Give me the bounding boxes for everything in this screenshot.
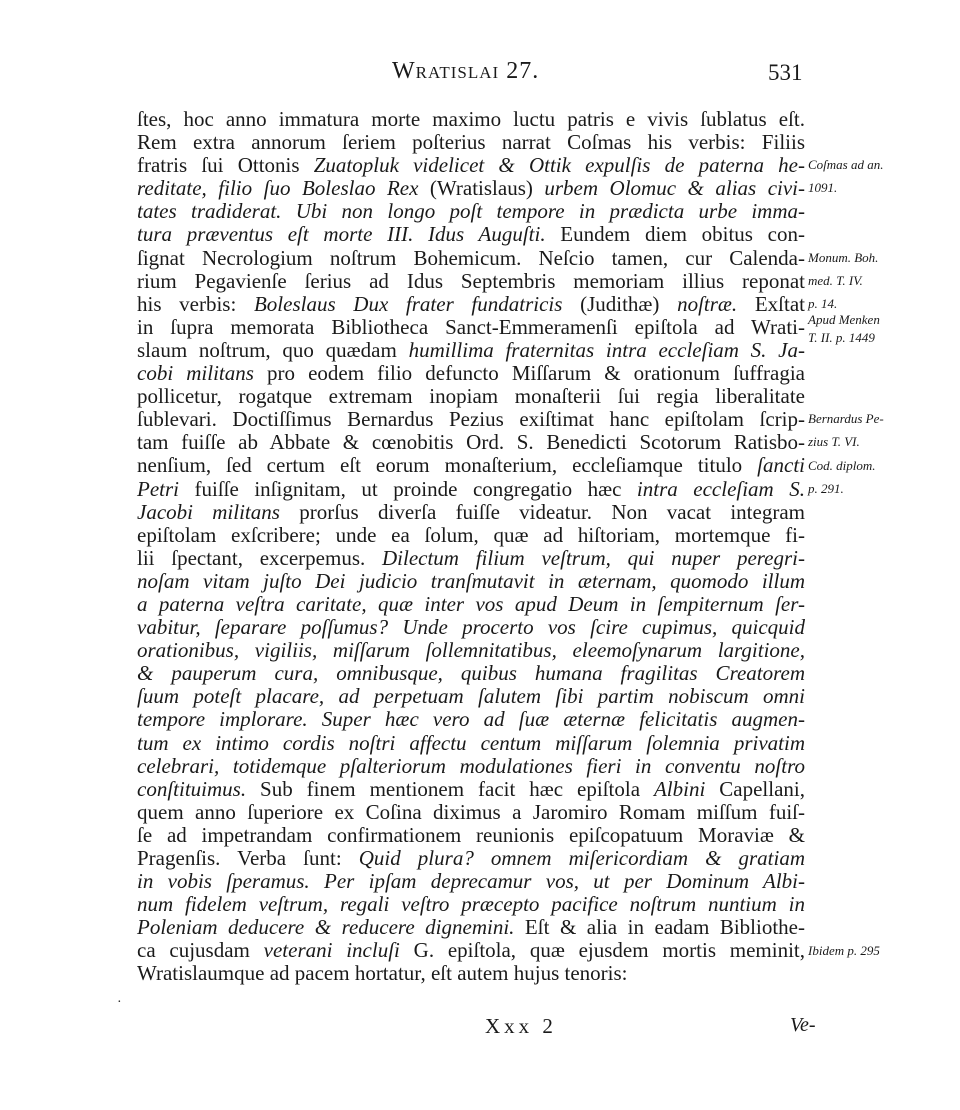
text-line xyxy=(137,154,805,177)
text-line xyxy=(137,639,805,662)
roman-text: lii ſpectant, excerpemus. xyxy=(137,545,382,570)
italic-text: cobi militans xyxy=(137,361,254,386)
text-line xyxy=(137,478,805,501)
text-line xyxy=(137,108,805,131)
italic-text: Jacobi militans xyxy=(137,499,280,524)
roman-text: Capellani, xyxy=(705,776,805,801)
italic-text: urbem Olomuc & alias civi- xyxy=(544,176,805,201)
text-line xyxy=(137,270,805,293)
text-line xyxy=(137,870,805,893)
italic-text: vabitur, ſeparare poſſumus? Unde procerto vos ſcire cupimus, quicquid xyxy=(137,615,805,640)
margin-note: T. II. p. 1449 xyxy=(808,330,875,346)
italic-text: noſam vitam juſto Dei judicio tranſmutavit in æternam, quomodo illum xyxy=(137,568,805,593)
text-line xyxy=(137,801,805,824)
margin-note: med. T. IV. xyxy=(808,272,863,288)
italic-text: conſtituimus. xyxy=(137,776,247,801)
margin-note: Monum. Boh. xyxy=(808,249,879,265)
roman-text: Wratislaumque ad pacem hortatur, eſt autem hujus tenoris: xyxy=(137,961,628,986)
text-line xyxy=(137,893,805,916)
italic-text: tura præventus eſt morte III. Idus Auguſti. xyxy=(137,222,546,247)
text-line xyxy=(137,524,805,547)
text-line xyxy=(137,431,805,454)
margin-note: zius T. VI. xyxy=(808,434,860,450)
italic-text: orationibus, vigiliis, miſſarum ſollemnitatibus, eleemoſynarum largitione, xyxy=(137,638,805,663)
italic-text: Dilectum filium veſtrum, qui nuper peregri- xyxy=(382,545,805,570)
italic-text: ſancti xyxy=(757,453,805,478)
text-line xyxy=(137,732,805,755)
roman-text: his verbis: xyxy=(137,291,254,316)
text-line xyxy=(137,824,805,847)
italic-text: in vobis ſperamus. Per ipſam deprecamur vos, ut per Dominum Albi- xyxy=(137,869,805,894)
text-line xyxy=(137,200,805,223)
margin-note: 1091. xyxy=(808,180,838,196)
text-line xyxy=(137,616,805,639)
italic-text: Albini xyxy=(653,776,706,801)
italic-text: tum ex intimo cordis noſtri affectu centum miſſarum ſolemnia privatim xyxy=(137,730,805,755)
text-line xyxy=(137,847,805,870)
italic-text: Boleslaus Dux frater fundatricis xyxy=(253,291,563,316)
italic-text: veterani incluſi xyxy=(263,938,400,963)
text-line xyxy=(137,916,805,939)
italic-text: celebrari, totidemque pſalteriorum modulationes fieri in conventu noſtro xyxy=(137,753,805,778)
italic-text: noſtræ. xyxy=(677,291,738,316)
roman-text: prorſus diverſa fuiſſe videatur. Non vacat integram xyxy=(279,499,805,524)
margin-mark: · xyxy=(117,995,122,1010)
signature-mark: Xxx 2 xyxy=(485,1014,557,1038)
text-line xyxy=(137,755,805,778)
roman-text: (Wratislaus) xyxy=(429,176,545,201)
italic-text: tempore implorare. Super hæc vero ad ſuæ æternæ felicitatis augmen- xyxy=(137,707,805,732)
text-line xyxy=(137,362,805,385)
italic-text: a paterna veſtra caritate, quæ inter vos apud Deum in ſempiternum ſer- xyxy=(137,591,805,616)
margin-note: Apud Menken xyxy=(808,311,880,327)
roman-text: rium Pegavienſe ſerius ad Idus Septembris memoriam illius reponat xyxy=(137,268,805,293)
roman-text: Sub finem mentionem facit hæc epiſtola xyxy=(246,776,654,801)
text-line xyxy=(137,177,805,200)
roman-text: quem anno ſuperiore ex Coſina diximus a Jaromiro Romam miſſum fuiſ- xyxy=(137,799,805,824)
italic-text: intra eccleſiam S. xyxy=(636,476,805,501)
roman-text: slaum noſtrum, quo quædam xyxy=(137,337,409,362)
text-line xyxy=(137,685,805,708)
italic-text: num fidelem veſtrum, regali veſtro præcepto pacifice noſtrum nuntium in xyxy=(137,892,805,917)
catchword: Ve- xyxy=(790,1014,816,1036)
roman-text: fratris ſui Ottonis xyxy=(137,153,314,178)
text-line xyxy=(137,778,805,801)
margin-note: p. 291. xyxy=(808,480,844,496)
margin-note: Bernardus Pe- xyxy=(808,411,884,427)
italic-text: ſuum poteſt placare, ad perpetuam ſalutem ſibi partim nobiscum omni xyxy=(137,684,805,709)
roman-text: ſublevari. Doctiſſimus Bernardus Pezius exiſtimat hanc epiſtolam ſcrip- xyxy=(137,407,805,432)
margin-note: Ibidem p. 295 xyxy=(808,942,880,958)
text-line xyxy=(137,131,805,154)
roman-text: ſe ad impetrandam confirmationem reunionis epiſcopatuum Moraviæ & xyxy=(137,822,805,847)
roman-text: epiſtolam exſcribere; unde ea ſolum, quæ ad hiſtoriam, mortemque fi- xyxy=(137,522,805,547)
roman-text: G. epiſtola, quæ ejusdem mortis meminit, xyxy=(399,938,806,963)
roman-text: Eſt & alia in eadam Bibliothe- xyxy=(514,915,805,940)
text-line xyxy=(137,708,805,731)
italic-text: humillima fraternitas intra eccleſiam S. Ja- xyxy=(408,337,805,362)
roman-text: Pragenſis. Verba ſunt: xyxy=(137,846,359,870)
text-line xyxy=(137,501,805,524)
roman-text: ca cujusdam xyxy=(137,938,264,963)
main-text xyxy=(137,108,805,986)
roman-text: fuiſſe inſignitam, ut proinde congregatio hæc xyxy=(179,476,637,501)
roman-text: ſtes, hoc anno immatura morte maximo luctu patris e vivis ſublatus eſt. xyxy=(137,107,805,131)
italic-text: & pauperum cura, omnibusque, quibus humana fragilitas Creatorem xyxy=(137,661,805,686)
text-line xyxy=(137,547,805,570)
roman-text: Eundem diem obitus con- xyxy=(545,222,805,247)
text-line xyxy=(137,339,805,362)
text-line xyxy=(137,662,805,685)
margin-note: p. 14. xyxy=(808,295,838,311)
text-line xyxy=(137,570,805,593)
text-line xyxy=(137,939,805,962)
roman-text: pollicetur, rogatque extremam inopiam monaſterii ſui regia liberalitate xyxy=(137,384,805,409)
margin-note: Coſmas ad an. xyxy=(808,157,884,173)
text-line xyxy=(137,316,805,339)
roman-text: pro eodem filio defuncto Miſſarum & orationum ſuffragia xyxy=(253,361,805,386)
text-line xyxy=(137,408,805,431)
italic-text: Quid plura? omnem miſericordiam & gratiam xyxy=(358,846,805,870)
text-line xyxy=(137,962,805,985)
running-title: Wratislai 27. xyxy=(392,58,540,84)
roman-text: (Judithæ) xyxy=(562,291,678,316)
margin-note: Cod. diplom. xyxy=(808,457,876,473)
italic-text: Poleniam deducere & reducere dignemini. xyxy=(137,915,515,940)
roman-text: in ſupra memorata Bibliotheca Sanct-Emmeramenſi epiſtola ad Wrati- xyxy=(137,314,805,339)
text-line xyxy=(137,593,805,616)
italic-text: Petri xyxy=(137,476,179,501)
italic-text: reditate, filio ſuo Boleslao Rex xyxy=(137,176,430,201)
page-number: 531 xyxy=(768,60,803,85)
text-line xyxy=(137,293,805,316)
roman-text: ſignat Necrologium noſtrum Bohemicum. Neſcio tamen, cur Calenda- xyxy=(137,245,805,270)
text-line xyxy=(137,247,805,270)
text-line xyxy=(137,385,805,408)
roman-text: Rem extra annorum ſeriem poſterius narrat Coſmas his verbis: Filiis xyxy=(137,130,805,155)
roman-text: nenſium, ſed certum eſt eorum monaſterium, eccleſiamque titulo xyxy=(137,453,758,478)
italic-text: Zuatopluk videlicet & Ottik expulſis de paterna he- xyxy=(313,153,805,178)
text-line xyxy=(137,454,805,477)
roman-text: tam fuiſſe ab Abbate & cœnobitis Ord. S. Benedicti Scotorum Ratisbo- xyxy=(137,430,805,455)
roman-text: Exſtat xyxy=(737,291,805,316)
text-line xyxy=(137,223,805,246)
italic-text: tates tradiderat. Ubi non longo poſt tempore in prædicta urbe imma- xyxy=(137,199,805,224)
